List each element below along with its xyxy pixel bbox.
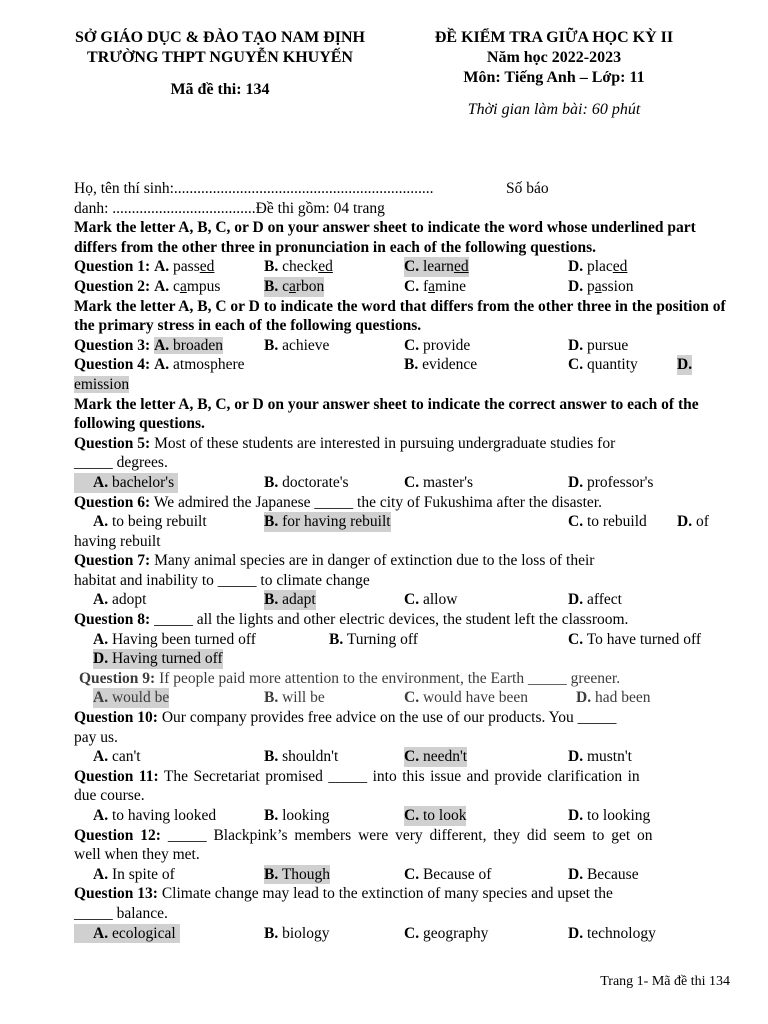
option-d-letter-selected: D. [677, 356, 693, 374]
header-right [395, 28, 713, 120]
option-b: B. biology [264, 924, 330, 942]
option-a-selected: A. bachelor's [74, 473, 178, 493]
option-c: C. quantity [568, 356, 638, 374]
option-c: C. allow [404, 591, 458, 609]
question-label: Question 4: [74, 356, 151, 374]
question-stem: Most of these students are interested in pursuing undergraduate studies for [154, 434, 616, 452]
option-a: A. atmosphere [154, 356, 245, 374]
question-label: Question 12: [74, 826, 161, 844]
option-d: D. had been [576, 689, 651, 707]
question-13-stem-continued: _____ balance. [74, 904, 168, 922]
option-b: B. Turning off [329, 630, 418, 648]
option-d: D. pursue [568, 336, 629, 354]
option-a: A. can't [93, 748, 141, 766]
question-label: Question 10: [74, 709, 158, 727]
question-1 [74, 257, 731, 277]
question-label: Question 9: [79, 669, 156, 687]
question-8 [74, 610, 731, 630]
instruction-pronunciation: Mark the letter A, B, C, or D on your answer sheet to indicate the word whose underlined part differs from the other three in pronunciation in each of the following questions. [74, 219, 696, 256]
question-8-options [74, 630, 731, 650]
question-5-options [74, 473, 731, 493]
option-a: A. passed [154, 258, 215, 276]
candidate-number-label: Số báo [506, 180, 549, 197]
option-b: B. evidence [404, 356, 478, 374]
question-12-stem-continued: well when they met. [74, 846, 200, 864]
question-5 [74, 434, 731, 454]
option-b-selected: B. carbon [264, 277, 325, 295]
option-b-selected: B. adapt [264, 591, 316, 609]
exam-body [74, 179, 731, 943]
question-label: Question 2: [74, 277, 151, 295]
question-7-stem-continued: habitat and inability to _____ to climate change [74, 571, 370, 589]
instruction-correct-answer: Mark the letter A, B, C, or D on your answer sheet to indicate the correct answer to each of the following questions. [74, 395, 699, 433]
question-10 [74, 708, 731, 728]
student-name-line [74, 179, 731, 199]
question-12 [74, 826, 731, 846]
question-stem: Climate change may lead to the extinction of many species and upset the [161, 885, 613, 903]
question-stem: Our company provides free advice on the use of our products. You _____ [161, 709, 617, 727]
option-d: D. placed [568, 258, 628, 276]
option-c-selected: C. learned [404, 258, 469, 276]
option-d: D. Because [568, 865, 639, 883]
exam-code: Mã đề thi: 134 [170, 81, 270, 98]
option-b: B. doctorate's [264, 473, 349, 491]
exam-duration: Thời gian làm bài: 60 phút [467, 101, 641, 118]
option-c-selected: C. needn't [404, 748, 468, 766]
option-d: D. mustn't [568, 748, 632, 766]
option-a-selected: A. would be [93, 689, 170, 707]
question-7-options [74, 590, 731, 610]
option-a-selected: A. broaden [154, 336, 223, 354]
question-9-options [74, 688, 731, 708]
question-11-stem-continued: due course. [74, 787, 145, 805]
option-c: C. would have been [404, 689, 528, 707]
question-stem: _____ Blackpink’s members were very different, they did seem to get on [167, 826, 653, 844]
question-stem: If people paid more attention to the environment, the Earth _____ greener. [159, 669, 621, 687]
option-c: C. geography [404, 924, 489, 942]
option-a: A. Having been turned off [93, 630, 256, 648]
question-11-options [74, 806, 731, 826]
option-c: C. to rebuild [568, 513, 647, 531]
option-c: C. master's [404, 473, 474, 491]
option-b: B. achieve [264, 336, 330, 354]
option-a: A. adopt [93, 591, 147, 609]
question-4-continued [74, 375, 731, 395]
option-a: A. to being rebuilt [93, 513, 207, 531]
student-id-line: danh: .....................................Đề thi gồm: 04 trang [74, 199, 385, 217]
option-d: D. passion [568, 277, 634, 295]
option-b: B. shouldn't [264, 748, 339, 766]
option-d: D. professor's [568, 473, 654, 491]
student-name-field: Họ, tên thí sinh:................................................................... [74, 180, 434, 197]
question-stem: We admired the Japanese _____ the city of Fukushima after the disaster. [153, 493, 602, 511]
question-4 [74, 355, 731, 375]
department-name: SỞ GIÁO DỤC & ĐÀO TẠO NAM ĐỊNH [75, 29, 365, 46]
instruction-stress: Mark the letter A, B, C or D to indicate the word that differs from the other three in the position of the primary stress in each of the following questions. [74, 297, 726, 335]
question-6-options [74, 512, 731, 532]
question-stem: Many animal species are in danger of extinction due to the loss of their [154, 552, 595, 570]
option-d: D. technology [568, 924, 656, 942]
question-label: Question 8: [74, 611, 151, 629]
question-6-option-d-continued: having rebuilt [74, 532, 161, 550]
question-12-options [74, 865, 731, 885]
question-stem: The Secretariat promised _____ into this issue and provide clarification in [163, 767, 640, 785]
page-footer: Trang 1- Mã đề thi 134 [600, 974, 730, 989]
option-a: A. to having looked [93, 807, 217, 824]
question-2 [74, 277, 731, 297]
option-a-selected: A. ecological [74, 924, 180, 944]
option-c: C. Because of [404, 865, 492, 883]
question-9 [74, 669, 731, 689]
exam-title: ĐỀ KIỂM TRA GIỮA HỌC KỲ II [434, 29, 674, 46]
school-year: Năm học 2022-2023 [486, 49, 622, 66]
question-3 [74, 336, 731, 356]
question-10-options [74, 747, 731, 767]
question-stem: _____ all the lights and other electric devices, the student left the classroom. [154, 611, 629, 629]
question-label: Question 7: [74, 552, 151, 570]
question-8-option-d [74, 649, 731, 669]
question-11 [74, 767, 731, 787]
school-name: TRƯỜNG THPT NGUYỄN KHUYẾN [87, 49, 353, 66]
option-c: C. provide [404, 336, 471, 354]
question-5-stem-continued: _____ degrees. [74, 454, 168, 472]
option-b: B. looking [264, 807, 330, 824]
question-label: Question 6: [74, 493, 151, 511]
question-label: Question 3: [74, 336, 151, 354]
question-label: Question 1: [74, 258, 151, 276]
option-c: C. To have turned off [568, 630, 702, 648]
question-label: Question 5: [74, 434, 151, 452]
option-d: D. of [677, 513, 709, 531]
option-d: D. affect [568, 591, 622, 609]
option-b: B. will be [264, 689, 325, 707]
question-13 [74, 884, 731, 904]
question-7 [74, 551, 731, 571]
option-c-selected: C. to look [404, 807, 467, 824]
option-b: B. checked [264, 258, 333, 276]
header-left [74, 28, 366, 100]
question-label: Question 13: [74, 885, 158, 903]
question-13-options [74, 924, 731, 944]
option-a: A. In spite of [93, 865, 175, 883]
option-d-text-selected: emission [74, 375, 130, 393]
option-b-selected: B. for having rebuilt [264, 513, 391, 531]
option-a: A. campus [154, 277, 221, 295]
question-label: Question 11: [74, 767, 159, 785]
question-6 [74, 493, 731, 513]
option-b-selected: B. Though [264, 865, 331, 883]
option-d: D. to looking [568, 807, 651, 824]
subject: Môn: Tiếng Anh – Lớp: 11 [463, 69, 645, 86]
option-c: C. famine [404, 277, 467, 295]
option-d-selected: D. Having turned off [93, 650, 223, 668]
question-10-stem-continued: pay us. [74, 728, 118, 746]
